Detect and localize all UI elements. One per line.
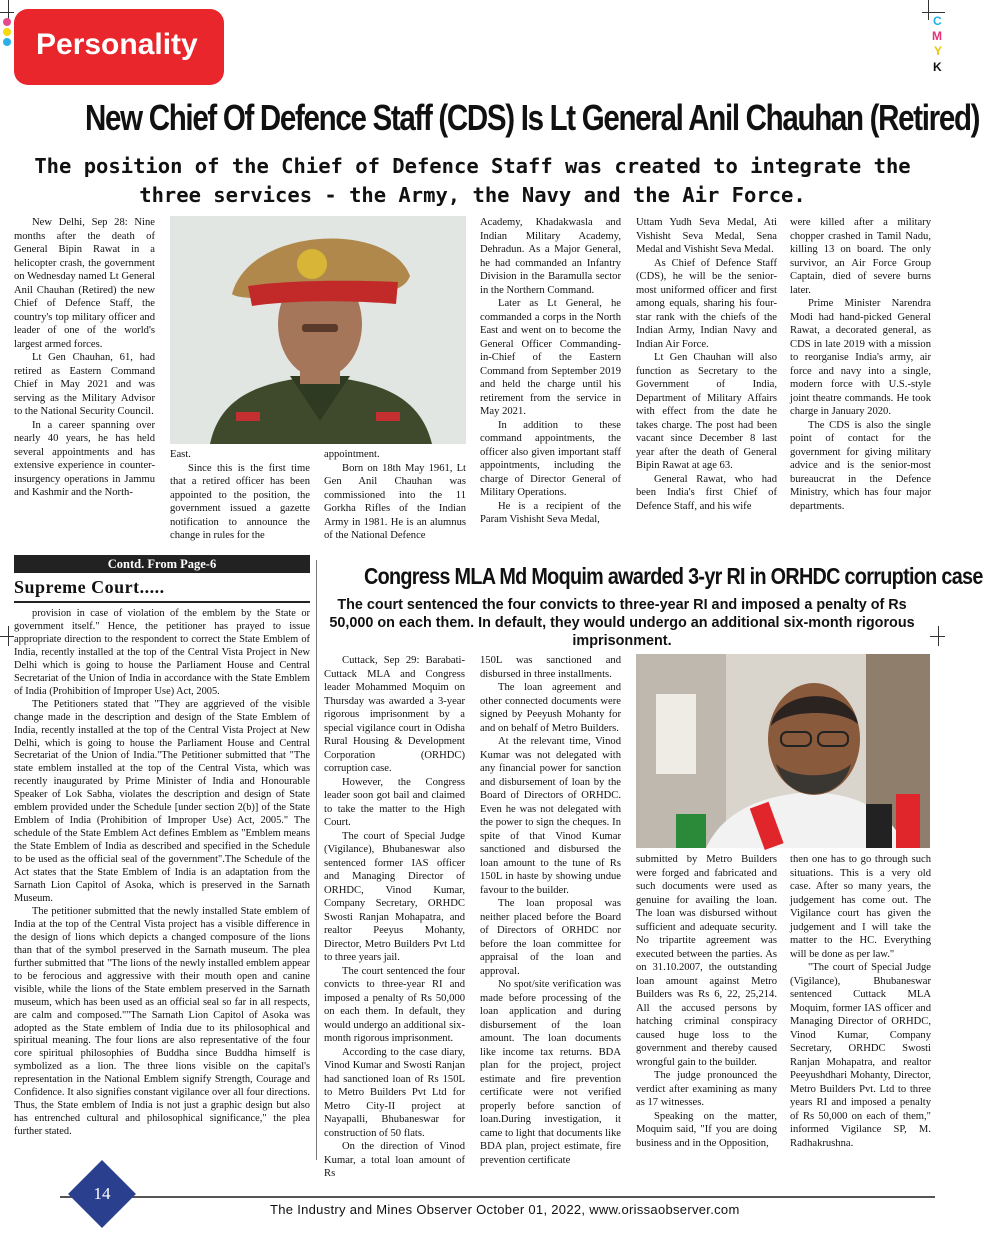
second-column-1 (324, 654, 465, 1179)
paragraph: The loan proposal was neither placed before the Board of Directors of ORHDC nor before the loan committee for appraisal of the loan and approval. (480, 898, 621, 977)
registration-mark (0, 636, 14, 637)
registration-mark (8, 0, 9, 20)
press-photo-illustration (636, 654, 930, 848)
paragraph: submitted by Metro Builders were forged and fabricated and such documents were used as genuine for availing the loan. The loan was disbursed without sufficient and adequate security. No tripartite agreement was executed between the parties. As on 31.10.2007, the outstanding loan amount against Metro Builders was Rs 6, 22, 25,214. All the accused persons by hatching criminal conspiracy caused huge loss to the government and thereby caused wrongful gain to the builder. (636, 854, 777, 1068)
column-divider (316, 560, 317, 1160)
paragraph: At the relevant time, Vinod Kumar was not delegated with any financial power for sanction and disbursement of loan by the Board of Directors of ORHDC. Even he was not delegated with the power to sign the cheques. In spite of that Vinod Kumar sanctioned and disbursed the loan amount to the tune of Rs 150L in haste by showing undue favour to the builder. (480, 736, 621, 896)
main-column-4 (480, 216, 621, 548)
paragraph: provision in case of violation of the emblem by the State or government itself." Hence, the petitioner has prayed to issue appropriate direction to the respondent to correct the State Emblem of India, recently installed at the top of the Central Vista Project in New Delhi which is going to house the Parliament House and Central Secretariat of the Union of India in accordance with the State Emblem of India (Prohibition of Improper Use) Act, 2005. (14, 608, 310, 697)
registration-mark (928, 0, 929, 20)
second-column-2 (480, 654, 621, 1166)
paragraph: appointment. (324, 449, 380, 460)
main-column-1 (14, 216, 155, 548)
contd-title: Supreme Court..... (14, 577, 165, 597)
paragraph: No spot/site verification was made before processing of the loan application and during disbursement of the loan amount. The loan documents like income tax returns. BDA plan for the project, project estimate and fire prevention certificate were not verified properly before sanction of loan.During investigation, it came to light that documents like BDA plan, project estimate, fire prevention certificate (480, 979, 621, 1166)
section-tag: Personality (14, 9, 224, 85)
paragraph: He is a recipient of the Param Vishisht Seva Medal, (480, 500, 621, 525)
paragraph: Since this is the first time that a retired officer has been appointed to the position, the government issued a gazette notification to announce the change in rules for the (170, 462, 310, 541)
paragraph: The petitioner submitted that the newly installed State emblem of India at the top of the Central Vista project has a visible difference in the design of lions which depicts a changed composure of the lions than that of the symbol preserved in the Sarnath museum. The plea further submitted that "The lions of the newly installed emblem appear to be ferocious and aggressive with their mouth open and canine visible, while the lions of the State emblem preserved in the Sarnath museum, which has been used as an official seal so far in all respects, are calm and composed.""The Sarnath Lion Capitol of Asoka was adopted as the State emblem of India due to its philosophical and spiritual meaning. The four lions are also representative of the four core spiritual philosophies of Buddha since Buddha himself is symbolized as a lion. The three lions visible on the capital's representation in the National Emblem signify Strength, Courage and Confidence. It also signifies constant vigilance over all four directions. Thus, the State emblem of India is not just a graphic design but also has entrenched cultural and philosophical significance," the plea further stated. (14, 905, 310, 1138)
second-column-4 (790, 853, 931, 1166)
paragraph: The judge pronounced the verdict after examining as many as 17 witnesses. (636, 1070, 777, 1108)
paragraph: Academy, Khadakwasla and Indian Military Academy, Dehradun. As a Major General, he had commanded an Infantry Division in the Baramulla sector in the Northern Command. (480, 217, 621, 296)
main-column-3 (324, 448, 466, 548)
paragraph: As Chief of Defence Staff (CDS), he will be the senior-most uniformed officer and first among equals, sharing his four-star rank with the chiefs of the Indian Army, Indian Navy and Indian Air Force. (636, 257, 777, 350)
main-deck: The position of the Chief of Defence Staff was created to integrate the three services - the Army, the Navy and the Air Force. (34, 154, 911, 207)
paragraph: The Petitioners stated that "They are aggrieved of the visible change made in the description and design of the State Emblem of India, recently installed at the top of the Central Vista Project at New Delhi, which is going to house the Parliament House and Central Secretariat of the Union of India."The Petitioner submitted that "The state emblem installed at the top of the Central Vista, which was recently inaugurated by Prime Minister of India and Honourable Speaker of Lok Sabha, violates the description and design of State emblem provided under the Schedule [under section 2(b)] of the State Emblem of India (Prohibition of Improper Use) Act, 2005." The schedule of the State Emblem Act defines Emblem as "Emblem means the State Emblem of India as described and specified in the Schedule to be used as the official seal of the government".The Schedule of the Act states that the State Emblem of India is an adaptation from the Sarnath Lion Capitol of Asoka, which is preserved in the Sarnath Museum. (14, 698, 310, 904)
paragraph: The loan agreement and other connected documents were signed by Peeyush Mohanty for and on behalf of Metro Builders. (480, 682, 621, 734)
paragraph: "The court of Special Judge (Vigilance), Bhubaneswar sentenced Cuttack MLA Moquim, former IAS officer and Managing Director of ORHDC, Vinod Kumar, Company Secretary, ORHDC Swosti Ranjan Mohapatra, and realtor Peeyushdhari Mohanty, Director, Metro Builders Pvt. Ltd to three years RI and imposed a penalty of Rs 50,000 on each of them," informed Vigilance SP, M. Radhakrushna. (790, 962, 931, 1149)
main-column-5 (636, 216, 777, 548)
registration-mark (938, 626, 939, 646)
registration-mark (0, 12, 14, 13)
second-column-3 (636, 853, 777, 1166)
paragraph: then one has to go through such situations. This is a very old case. After so many years, the judgement has come out. The Vigilance court has given the judgement and I will take the matter to the HC. Everything will be done as per law." (790, 854, 931, 960)
paragraph: However, the Congress leader soon got bail and claimed to take the matter to the High Court. (324, 776, 465, 828)
cmyk-k: K (933, 60, 942, 74)
paragraph: Lt Gen Chauhan will also function as Secretary to the Government of India, Department of Military Affairs with effect from the date he takes charge. The post had been vacant since December 8 last year after the death of General Bipin Rawat at age 63. (636, 352, 777, 471)
contd-label: Contd. From Page-6 (14, 555, 310, 573)
second-headline: Congress MLA Md Moquim awarded 3-yr RI in ORHDC corruption case (364, 563, 983, 589)
paragraph: In a career spanning over nearly 40 years, he has held several appointments and has extensive experience in counter-insurgency operations in Jammu and Kashmir and the North- (14, 419, 155, 498)
paragraph: The CDS is also the single point of contact for the government for giving military advice and is the senior-most bureaucrat in the Defence Ministry, which has four major departments. (790, 419, 931, 512)
paragraph: Prime Minister Narendra Modi had hand-picked General Rawat, a decorated general, as CDS in late 2019 with a mission to reorganise India's army, air force and navy into a single, modern force with U.S.-style joint theatre commands. He took charge in January 2020. (790, 298, 931, 417)
paragraph: The court sentenced the four convicts to three-year RI and imposed a penalty of Rs 50,000 on each them. In default, they would undergo an additional six-month rigorous imprisonment. (324, 965, 465, 1044)
anil-chauhan-photo (170, 216, 466, 444)
main-column-2 (170, 448, 310, 548)
paragraph: According to the case diary, Vinod Kumar and Swosti Ranjan had sanctioned loan of Rs 150L to Metro Builders Pvt Ltd for Metro City-II project at Nayapalli, Bhubaneswar for construction of 50 flats. (324, 1046, 465, 1139)
paragraph: East. (170, 449, 191, 460)
registration-mark (922, 12, 945, 13)
second-deck: The court sentenced the four convicts to three-year RI and imposed a penalty of Rs 50,000 on each them. In default, they would undergo an additional six-month rigorous imprisonment. (329, 597, 915, 649)
contd-column (14, 608, 310, 1156)
cmyk-m: M (932, 29, 942, 43)
main-headline: New Chief Of Defence Staff (CDS) Is Lt General Anil Chauhan (Retired) (85, 97, 980, 138)
paragraph: General Rawat, who had been India's first Chief of Defence Staff, and his wife (636, 473, 777, 512)
paragraph: In addition to these command appointments, the officer also given important staff appointments, including the charge of Director General of Military Operations. (480, 419, 621, 498)
paragraph: New Delhi, Sep 28: Nine months after the death of General Bipin Rawat in a helicopter crash, the government on Wednesday named Lt General Anil Chauhan (Retired) the new Chief of Defence Staff, the country's top military officer and leader of one of the world's largest armed forces. (14, 217, 155, 350)
paragraph: Speaking on the matter, Moquim said, "If you are doing business and in the Opposition, (636, 1110, 777, 1149)
paragraph: were killed after a military chopper crashed in Tamil Nadu, killing 13 on board. The only survivor, an Air Force Group Captain, died of severe burns later. (790, 217, 931, 296)
main-column-6 (790, 216, 931, 548)
yellow-dot (3, 28, 11, 36)
paragraph: Born on 18th May 1961, Lt Gen Anil Chauhan was commissioned into the 11 Gorkha Rifles of the Indian Army in 1981. He is an alumnus of the National Defence (324, 462, 466, 541)
cmyk-c: C (933, 14, 942, 28)
cyan-dot (3, 38, 11, 46)
footer-rule (60, 1196, 935, 1198)
portrait-illustration (170, 216, 466, 444)
paragraph: The court of Special Judge (Vigilance), Bhubaneswar also sentenced former IAS officer and Managing Director of ORHDC, Vinod Kumar, Company Secretary, ORHDC Swosti Ranjan Mohapatra, and realtor Peeyus Mohanty, Director, Metro Builders Pvt Ltd to three years jail. (324, 830, 465, 963)
paragraph: Lt Gen Chauhan, 61, had retired as Eastern Command Chief in May 2021 and was serving as the Military Advisor to the National Security Council. (14, 352, 155, 417)
footer-text: The Industry and Mines Observer October 01, 2022, www.orissaobserver.com (270, 1202, 740, 1217)
magenta-dot (3, 18, 11, 26)
paragraph: Cuttack, Sep 29: Barabati-Cuttack MLA and Congress leader Mohammed Moquim on Thursday was awarded a 3-year rigorous imprisonment by a special vigilance court in Odisha Rural Housing & Development Corporation (ORHDC) corruption case. (324, 655, 465, 774)
paragraph: 150L was sanctioned and disbursed in three installments. (480, 655, 621, 680)
paragraph: On the direction of Vinod Kumar, a total loan amount of Rs (324, 1141, 465, 1179)
moquim-photo (636, 654, 930, 848)
registration-mark (8, 626, 9, 646)
divider (14, 601, 310, 603)
cmyk-y: Y (934, 44, 943, 58)
page-number: 14 (93, 1184, 111, 1203)
paragraph: Later as Lt General, he commanded a corps in the North East and went on to become the General Officer Commanding-in-Chief of the Eastern Command from September 2019 and held the charge until his retirement from the service in May 2021. (480, 298, 621, 417)
paragraph: Uttam Yudh Seva Medal, Ati Vishisht Seva Medal, Sena Medal and Vishisht Seva Medal. (636, 217, 777, 255)
